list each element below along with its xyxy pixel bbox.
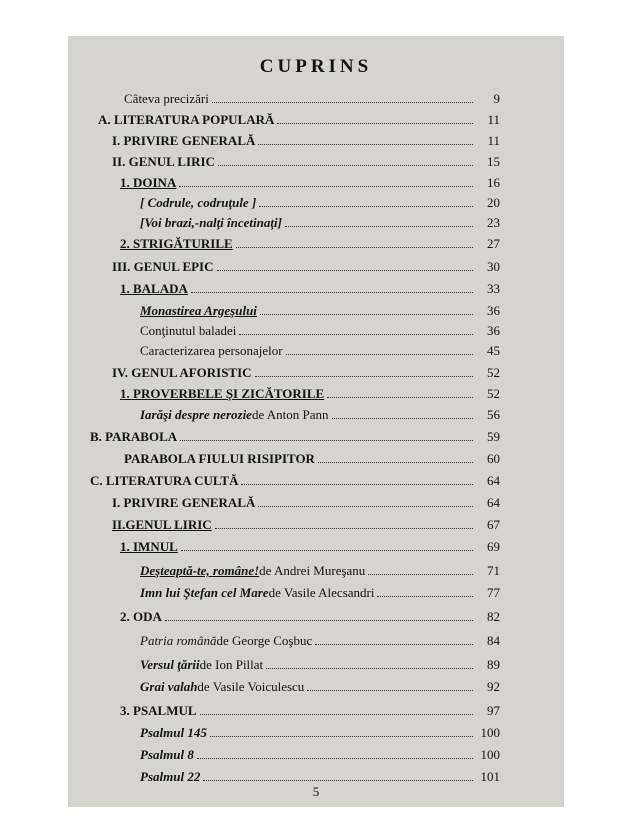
toc-entry-title: 2. ODA: [120, 609, 162, 624]
dot-leader: [210, 736, 473, 737]
dot-leader: [318, 462, 473, 463]
toc-entry: [90, 470, 500, 489]
dot-leader: [258, 506, 473, 507]
dot-leader: [191, 292, 473, 293]
toc-entry-title: IV. GENUL AFORISTIC: [112, 365, 252, 380]
dot-leader: [285, 226, 473, 227]
toc-entry-page: 101: [480, 769, 500, 784]
toc-entry-title: Deşteaptă-te, române!: [140, 563, 260, 578]
toc-entry-page: 59: [487, 429, 500, 444]
toc-entry-page: 16: [487, 175, 500, 190]
toc-entry: [120, 383, 500, 402]
toc-entry: [140, 744, 500, 763]
toc-entry: [112, 256, 500, 275]
toc-entry: [140, 320, 500, 339]
toc-entry: [140, 654, 500, 673]
toc-entry-page: 97: [487, 703, 500, 718]
page-title: CUPRINS: [259, 56, 373, 77]
toc-entry: [112, 492, 500, 511]
toc-entry-author: de Vasile Alecsandri: [268, 585, 375, 600]
toc-entry-title: II. GENUL LIRIC: [112, 154, 215, 169]
toc-entry: [112, 130, 500, 149]
dot-leader: [239, 334, 473, 335]
toc-entry-page: 20: [487, 195, 500, 210]
dot-leader: [327, 397, 473, 398]
toc-entry-page: 84: [487, 633, 500, 648]
toc-entry: [140, 582, 500, 601]
toc-entry-page: 64: [487, 473, 500, 488]
toc-entry-title: [Voi brazi,-nalţi încetinaţi]: [140, 215, 282, 230]
toc-entry: [112, 514, 500, 533]
dot-leader: [165, 620, 473, 621]
toc-entry-title: Iarăşi despre nerozie: [140, 407, 252, 422]
toc-entry-page: 100: [480, 725, 500, 740]
toc-entry-page: 33: [487, 281, 500, 296]
toc-entry-page: 36: [487, 323, 500, 338]
toc-entry: [112, 362, 500, 381]
toc-entry: [124, 448, 500, 467]
toc-entry: [140, 192, 500, 211]
toc-entry-page: 77: [487, 585, 500, 600]
toc-entry-page: 9: [493, 91, 500, 106]
toc-entry-title: Psalmul 145: [140, 725, 207, 740]
dot-leader: [218, 165, 473, 166]
page-number: 5: [312, 784, 320, 799]
toc-entry-page: 92: [487, 679, 500, 694]
dot-leader: [260, 314, 473, 315]
toc-entry-page: 60: [487, 451, 500, 466]
toc-entry: [140, 722, 500, 741]
toc-entry-title: Grai valah: [140, 679, 198, 694]
toc-entry-title: B. PARABOLA: [90, 429, 178, 444]
toc-entry: [124, 88, 500, 107]
toc-entry-title: PARABOLA FIULUI RISIPITOR: [124, 451, 315, 466]
toc-entry: [120, 172, 500, 191]
toc-entry-page: 82: [487, 609, 500, 624]
toc-entry-author: de Vasile Voiculescu: [197, 679, 305, 694]
dot-leader: [236, 247, 473, 248]
toc-entry: [98, 109, 500, 128]
dot-leader: [332, 418, 473, 419]
dot-leader: [277, 123, 473, 124]
toc-entry-title: Imn lui Ştefan cel Mare: [140, 585, 269, 600]
dot-leader: [258, 144, 473, 145]
toc-entry: [140, 340, 500, 359]
toc-entry: [120, 233, 500, 252]
toc-entry-title: Psalmul 22: [140, 769, 201, 784]
dot-leader: [266, 668, 473, 669]
toc-entry-author: de Andrei Mureşanu: [259, 563, 366, 578]
toc-entry: [120, 606, 500, 625]
dot-leader: [307, 690, 473, 691]
dot-leader: [212, 102, 473, 103]
toc-entry-page: 56: [487, 407, 500, 422]
toc-entry: [120, 278, 500, 297]
toc-entry-title: Psalmul 8: [140, 747, 194, 762]
toc-entry-title: 1. PROVERBELE ŞI ZICĂTORILE: [120, 386, 325, 401]
toc-entry-title: 1. IMNUL: [120, 539, 178, 554]
dot-leader: [255, 376, 473, 377]
toc-entry-title: A. LITERATURA POPULARĂ: [98, 112, 275, 127]
toc-entry-page: 30: [487, 259, 500, 274]
toc-entry-title: II.GENUL LIRIC: [112, 517, 212, 532]
toc-entry-author: de Anton Pann: [251, 407, 329, 422]
toc-entry-title: I. PRIVIRE GENERALĂ: [112, 133, 256, 148]
dot-leader: [179, 186, 473, 187]
toc-entry-page: 69: [487, 539, 500, 554]
toc-entry-page: 15: [487, 154, 500, 169]
toc-entry-title: Caracterizarea personajelor: [140, 343, 283, 358]
toc-entry-page: 71: [487, 563, 500, 578]
toc-entry-page: 36: [487, 303, 500, 318]
toc-entry-title: Câteva precizări: [124, 91, 209, 106]
toc-entry-page: 52: [487, 365, 500, 380]
toc-entry: [90, 426, 500, 445]
toc-entry-title: 1. BALADA: [120, 281, 188, 296]
toc-entry-page: 64: [487, 495, 500, 510]
toc-entry-title: 2. STRIGĂTURILE: [120, 236, 233, 251]
dot-leader: [200, 714, 473, 715]
dot-leader: [215, 528, 473, 529]
toc-entry: [140, 300, 500, 319]
toc-entry: [140, 212, 500, 231]
toc-entry: [120, 700, 500, 719]
toc-entry-page: 89: [487, 657, 500, 672]
dot-leader: [203, 780, 473, 781]
toc-entry-page: 23: [487, 215, 500, 230]
dot-leader: [259, 206, 473, 207]
toc-entry-page: 27: [487, 236, 500, 251]
toc-entry-title: Patria română: [140, 633, 217, 648]
toc-entry-title: C. LITERATURA CULTĂ: [90, 473, 239, 488]
toc-entry-page: 67: [487, 517, 500, 532]
toc-entry: [120, 536, 500, 555]
toc-entry-page: 100: [480, 747, 500, 762]
toc-entry: [140, 404, 500, 423]
toc-entry: [112, 151, 500, 170]
toc-entry-author: de Ion Pillat: [199, 657, 264, 672]
toc-entry-title: I. PRIVIRE GENERALĂ: [112, 495, 256, 510]
dot-leader: [377, 596, 473, 597]
toc-entry-title: Monastirea Argeşului: [140, 303, 257, 318]
toc-entry-page: 45: [487, 343, 500, 358]
book-page: [68, 36, 564, 807]
toc-entry-title: Versul ţării: [140, 657, 200, 672]
toc-entry-author: de George Coşbuc: [216, 633, 313, 648]
dot-leader: [315, 644, 473, 645]
toc-entry-title: Conţinutul baladei: [140, 323, 237, 338]
dot-leader: [217, 270, 474, 271]
dot-leader: [181, 550, 473, 551]
toc-entry-title: [ Codrule, codruţule ]: [140, 195, 257, 210]
dot-leader: [197, 758, 473, 759]
toc-entry-title: 1. DOINA: [120, 175, 177, 190]
dot-leader: [241, 484, 473, 485]
toc-entry: [140, 676, 500, 695]
toc-entry-page: 11: [487, 112, 500, 127]
dot-leader: [286, 354, 473, 355]
toc-entry-page: 11: [487, 133, 500, 148]
dot-leader: [368, 574, 473, 575]
toc-entry-title: 3. PSALMUL: [120, 703, 197, 718]
dot-leader: [180, 440, 473, 441]
toc-entry-page: 52: [487, 386, 500, 401]
toc-entry-title: III. GENUL EPIC: [112, 259, 214, 274]
toc-entry: [140, 766, 500, 785]
toc-entry: [140, 560, 500, 579]
toc-entry: [140, 630, 500, 649]
